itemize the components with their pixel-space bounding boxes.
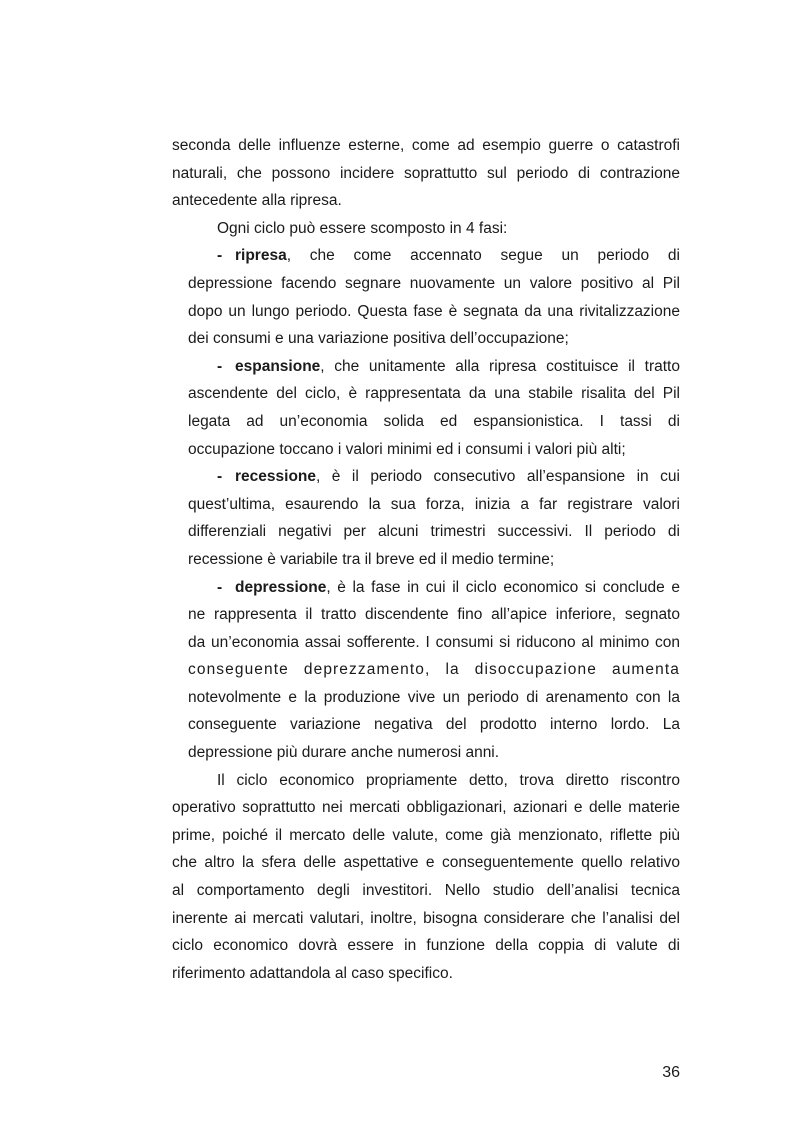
item-text: , che come accennato segue un periodo di (286, 247, 680, 265)
item-text: , è la fase in cui il ciclo economico si conclude e (326, 578, 680, 596)
text-line: depressione facendo segnare nuovamente un valore positivo al Pil (188, 274, 680, 292)
dash-bullet: - (217, 247, 223, 265)
text-line: dopo un lungo periodo. Questa fase è segnata da una rivitalizzazione (188, 302, 680, 320)
term-depressione: depressione (235, 578, 327, 596)
text-line: conseguente deprezzamento, la disoccupazione aumenta (188, 661, 680, 679)
text-line: Il ciclo economico propriamente detto, trova diretto riscontro (217, 771, 680, 789)
term-recessione: recessione (235, 468, 316, 486)
text-line: depressione più durare anche numerosi anni. (188, 744, 500, 762)
list-item-recessione (172, 463, 680, 491)
text-line: inerente ai mercati valutari, inoltre, bisogna considerare che l’analisi del (172, 909, 680, 927)
text-line: differenziali negativi per alcuni trimestri successivi. Il periodo di (188, 523, 680, 541)
item-text: , è il periodo consecutivo all’espansione in cui (316, 468, 680, 486)
text-line: legata ad un’economia solida ed espansionistica. I tassi di (188, 412, 680, 430)
text-line: recessione è variabile tra il breve ed il medio termine; (188, 550, 555, 568)
dash-bullet: - (217, 468, 223, 486)
text-line: prime, poiché il mercato delle valute, come già menzionato, riflette più (172, 826, 680, 844)
text-line: ascendente del ciclo, è rappresentata da una stabile risalita del Pil (188, 385, 680, 403)
dash-bullet: - (217, 357, 223, 375)
text-line: seconda delle influenze esterne, come ad esempio guerre o catastrofi (172, 137, 680, 154)
text-line: da un’economia assai sofferente. I consumi si riducono al minimo con (188, 633, 680, 651)
text-line: notevolmente e la produzione vive un periodo di arenamento con la (188, 688, 680, 706)
text-line: antecedente alla ripresa. (172, 192, 342, 210)
text-line: conseguente variazione negativa del prodotto interno lordo. La (188, 716, 680, 734)
term-espansione: espansione (235, 357, 321, 375)
text-line: occupazione toccano i valori minimi ed i consumi i valori più alti; (188, 440, 626, 458)
list-item-espansione (172, 353, 680, 381)
text-line: Ogni ciclo può essere scomposto in 4 fasi: (217, 219, 508, 237)
text-line: riferimento adattandola al caso specifico. (172, 964, 453, 982)
list-item-depressione (172, 574, 680, 602)
list-item-ripresa (172, 242, 680, 270)
page-number: 36 (662, 1064, 680, 1081)
dash-bullet: - (217, 578, 223, 596)
text-line: ne rappresenta il tratto discendente fino all’apice inferiore, segnato (188, 606, 680, 624)
text-line: al comportamento degli investitori. Nello studio dell’analisi tecnica (172, 882, 680, 900)
text-line: operativo soprattutto nei mercati obbligazionari, azionari e delle materie (172, 799, 680, 817)
text-line: naturali, che possono incidere soprattutto sul periodo di contrazione (172, 164, 680, 182)
item-text: , che unitamente alla ripresa costituisce il tratto (320, 357, 680, 375)
term-ripresa: ripresa (235, 247, 287, 265)
text-line: ciclo economico dovrà essere in funzione della coppia di valute di (172, 937, 680, 955)
text-line: dei consumi e una variazione positiva dell’occupazione; (188, 330, 569, 348)
document-body (172, 132, 680, 987)
text-line: che altro la sfera delle aspettative e conseguentemente quello relativo (172, 854, 680, 872)
text-line: quest’ultima, esaurendo la sua forza, inizia a far registrare valori (188, 495, 680, 513)
